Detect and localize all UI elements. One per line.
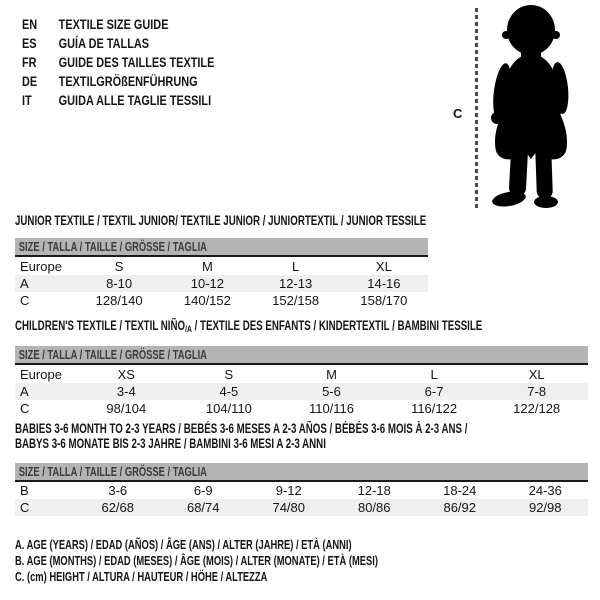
- cell: 10-12: [190, 276, 224, 291]
- lang-row-en: [22, 15, 214, 34]
- lang-code: DE: [22, 73, 38, 89]
- row-label: Europe: [20, 258, 62, 274]
- babies-section-title: [15, 421, 467, 436]
- cell: 92/98: [528, 500, 562, 515]
- children-title-text: CHILDREN'S TEXTILE / TEXTIL NIÑO: [15, 318, 186, 333]
- size-band: [15, 463, 588, 482]
- height-marker-label: C: [453, 106, 463, 121]
- junior-section-title: [15, 213, 426, 228]
- cell: 128/140: [95, 293, 143, 308]
- table-row-europe: [15, 257, 428, 275]
- lang-code: EN: [22, 16, 38, 32]
- table-row-europe: [15, 365, 588, 383]
- cell: 3-4: [116, 384, 136, 399]
- lang-label: GUIDA ALLE TAGLIE TESSILI: [58, 92, 212, 108]
- cell: M: [326, 366, 337, 382]
- children-size-table: [15, 346, 588, 417]
- cell: 12-13: [279, 276, 313, 291]
- cell: 116/122: [411, 401, 458, 416]
- size-band-label: SIZE / TALLA / TAILLE / GRÖSSE / TAGLIA: [18, 464, 207, 479]
- cell: 3-6: [108, 483, 128, 498]
- table-row-c: [15, 499, 588, 516]
- lang-label: TEXTILGRÖßENFÜHRUNG: [58, 73, 198, 89]
- row-label: Europe: [20, 366, 62, 382]
- height-dashed-line: [475, 8, 478, 208]
- cell: 62/68: [101, 500, 135, 515]
- cell: 152/158: [272, 293, 320, 308]
- row-label: C: [20, 401, 30, 416]
- lang-code: ES: [22, 35, 37, 51]
- children-title-text-cont: / TEXTILE DES ENFANTS / KINDERTEXTIL / BAMBINI TESSILE: [191, 318, 483, 333]
- babies-title-line1: BABIES 3-6 MONTH TO 2-3 YEARS / BEBÉS 3-6 MESES A 2-3 AÑOS / BÉBÉS 3-6 MOIS À 2-3 ANS /: [15, 421, 468, 436]
- junior-size-table: [15, 238, 428, 309]
- row-label: B: [20, 483, 29, 498]
- row-label: C: [20, 293, 30, 308]
- lang-row-fr: [22, 53, 214, 72]
- cell: 68/74: [186, 500, 220, 515]
- cell: 104/110: [205, 401, 252, 416]
- lang-code: IT: [22, 92, 32, 108]
- size-band: [15, 346, 588, 365]
- babies-size-table: [15, 463, 588, 516]
- language-title-list: [22, 15, 269, 110]
- babies-section-title-line2: [15, 436, 326, 451]
- cell: 4-5: [219, 384, 239, 399]
- cell: 74/80: [272, 500, 306, 515]
- cell: S: [114, 258, 124, 274]
- cell: 80/86: [357, 500, 391, 515]
- cell: 24-36: [528, 483, 562, 498]
- cell: 6-9: [193, 483, 213, 498]
- table-row-b: [15, 482, 588, 499]
- cell: 98/104: [106, 401, 147, 416]
- legend-line-b: B. AGE (MONTHS) / EDAD (MESES) / ÂGE (MOIS) / ALTER (MONATE) / ETÀ (MESI): [15, 553, 378, 568]
- cell: 86/92: [443, 500, 477, 515]
- cell: XL: [528, 366, 545, 382]
- size-band-label: SIZE / TALLA / TAILLE / GRÖSSE / TAGLIA: [18, 347, 207, 362]
- size-band-label: SIZE / TALLA / TAILLE / GRÖSSE / TAGLIA: [18, 239, 207, 254]
- legend: [15, 537, 519, 585]
- cell: 140/152: [183, 293, 231, 308]
- lang-row-de: [22, 72, 214, 91]
- babies-title-line2: BABYS 3-6 MONATE BIS 2-3 JAHRE / BAMBINI 3-6 MESI A 2-3 ANNI: [15, 436, 326, 451]
- cell: XS: [117, 366, 135, 382]
- row-label: C: [20, 500, 30, 515]
- cell: M: [201, 258, 213, 274]
- cell: 158/170: [360, 293, 408, 308]
- size-band: [15, 238, 428, 257]
- cell: L: [292, 258, 300, 274]
- cell: 122/128: [513, 401, 561, 416]
- cell: 9-12: [275, 483, 302, 498]
- cell: XL: [375, 258, 392, 274]
- table-row-c: [15, 292, 428, 309]
- table-row-a: [15, 275, 428, 292]
- legend-line-c: C. (cm) HEIGHT / ALTURA / HAUTEUR / HÖHE / ALTEZZA: [15, 569, 268, 584]
- row-label: A: [20, 384, 29, 399]
- row-label: A: [20, 276, 29, 291]
- table-row-a: [15, 383, 588, 400]
- lang-row-it: [22, 91, 214, 110]
- cell: 6-7: [424, 384, 444, 399]
- children-section-title: [15, 318, 482, 337]
- junior-title-text: JUNIOR TEXTILE / TEXTIL JUNIOR/ TEXTILE JUNIOR / JUNIORTEXTIL / JUNIOR TESSILE: [15, 213, 427, 228]
- cell: 110/116: [308, 401, 355, 416]
- table-row-c: [15, 400, 588, 417]
- lang-row-es: [22, 34, 214, 53]
- cell: 14-16: [367, 276, 401, 291]
- lang-label: GUIDE DES TAILLES TEXTILE: [58, 54, 215, 70]
- cell: 12-18: [357, 483, 391, 498]
- cell: 7-8: [527, 384, 547, 399]
- lang-label: GUÍA DE TALLAS: [58, 35, 150, 51]
- cell: 5-6: [322, 384, 341, 399]
- cell: L: [430, 366, 438, 382]
- toddler-silhouette-icon: [483, 4, 578, 209]
- lang-label: TEXTILE SIZE GUIDE: [58, 16, 169, 32]
- cell: 8-10: [106, 276, 133, 291]
- cell: S: [224, 366, 234, 382]
- children-title-subscript: /A: [185, 324, 192, 335]
- lang-code: FR: [22, 54, 37, 70]
- cell: 18-24: [443, 483, 477, 498]
- legend-line-a: A. AGE (YEARS) / EDAD (AÑOS) / ÂGE (ANS) / ALTER (JAHRE) / ETÀ (ANNI): [15, 537, 352, 552]
